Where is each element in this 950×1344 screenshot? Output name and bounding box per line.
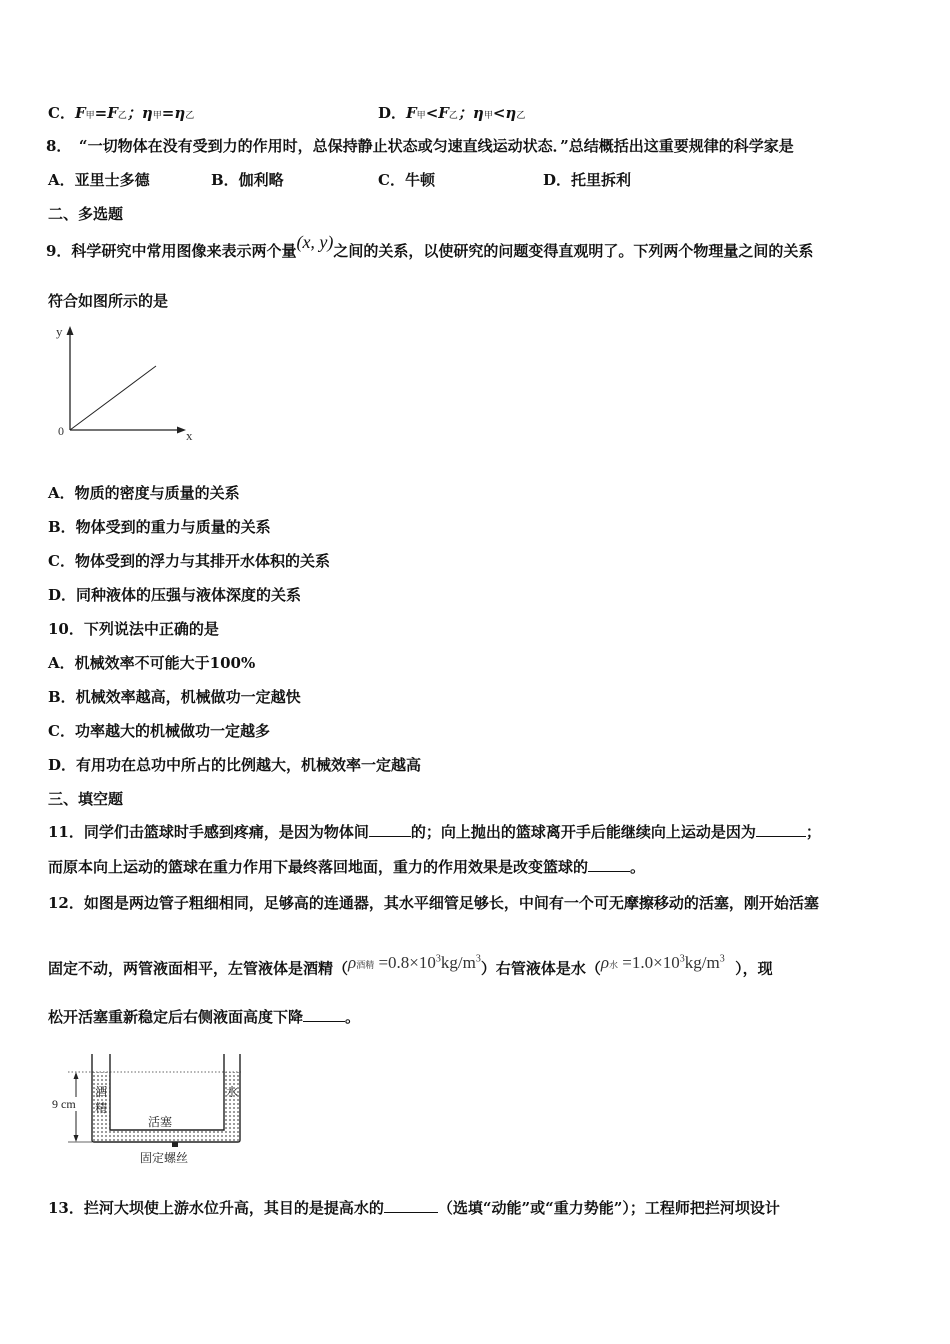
q8-stem: 8． “一切物体在没有受到力的作用时，总保持静止状态或匀速直线运动状态．”总结概括出这重要规律的科学家是 [46,137,794,155]
q12-screw-label: 固定螺丝 [140,1151,189,1165]
q9-math-xy: (x, y) [296,232,334,252]
q12-line2: 固定不动，两管液面相平，左管液体是酒精（ρ酒精 $=0.8\times 10^3kg/m^3$）右管液体是水（ρ水 $=1.0\times 10^3kg/m^3$ ），现 [48,952,773,978]
q12-dimension-arrow-bottom [74,1135,79,1142]
q12-density-alcohol: ρ酒精 $=0.8\times 10^3kg/m^3$ [348,952,481,972]
q10-stem: 10．下列说法中正确的是 [48,620,219,638]
section-heading-multi-choice: 二、多选题 [48,205,124,223]
q9-graph-x-label: x [186,428,193,443]
q8-option-c: C．牛顿 [378,171,435,189]
q12-density-water: ρ水 $=1.0\times 10^3kg/m^3$ [600,952,725,972]
q9-graph-origin-label: 0 [58,424,64,438]
q12-piston-label: 活塞 [148,1115,173,1129]
q12-liquid-fill [92,1072,240,1142]
q11-blank-2[interactable] [756,822,806,837]
q8-option-a: A．亚里士多德 [48,171,150,189]
q9-option-b: B．物体受到的重力与质量的关系 [48,518,271,536]
q12-blank[interactable] [303,1007,345,1022]
q9-stem: 9．科学研究中常用图像来表示两个量(x, y)之间的关系，以使研究的问题变得直观明了。下列两个物理量之间的关系 [46,232,814,260]
q9-graph-line [70,366,156,430]
q11-blank-1[interactable] [369,822,411,837]
q9-graph-y-label: y [56,324,63,339]
q12-right-liquid-label: 水 [226,1085,239,1099]
q9-linear-graph [50,322,200,446]
q9-stem-line2: 符合如图所示的是 [48,292,169,310]
q11-line2: 而原本向上运动的篮球在重力作用下最终落回地面，重力的作用效果是改变篮球的 。 [48,858,646,876]
q7-option-d: D．F甲<F乙；η甲<η乙 [378,104,526,122]
q9-option-a: A．物质的密度与质量的关系 [48,484,240,502]
q8-option-b: B．伽利略 [211,171,284,189]
section-heading-fill-in: 三、填空题 [48,790,124,808]
q8-option-d: D．托里拆利 [543,171,632,189]
q8-options-row [48,170,632,190]
q12-left-liquid-label-1: 酒 [95,1085,108,1099]
q10-option-a: A．机械效率不可能大于100% [48,654,256,672]
q9-graph-y-arrow [67,326,74,335]
q12-dimension-arrow-top [74,1072,79,1079]
q9-option-d: D．同种液体的压强与液体深度的关系 [48,586,302,604]
q9-graph-x-arrow [177,427,186,434]
q12-line3: 松开活塞重新稳定后右侧液面高度下降 。 [48,1008,361,1026]
q13-line: 13．拦河大坝使上游水位升高，其目的是提高水的 （选填“动能”或“重力势能”）；工程师把拦河坝设计 [48,1199,780,1217]
q12-line1: 12．如图是两边管子粗细相同，足够高的连通器，其水平细管足够长，中间有一个可无摩擦移动的活塞，刚开始活塞 [48,894,819,912]
q12-connected-vessel-figure [48,1050,248,1170]
q11-line1: 11．同学们击篮球时手感到疼痛，是因为物体间 的；向上抛出的篮球离开手后能继续向上运动是因为 ； [48,823,821,841]
q7-options-row [48,103,526,126]
q7-option-c: C．F甲=F乙；η甲=η乙 [48,104,195,122]
q12-fixing-screw [172,1142,178,1147]
q12-height-label: 9 cm [52,1097,76,1111]
q9-option-c: C．物体受到的浮力与其排开水体积的关系 [48,552,330,570]
q10-option-b: B．机械效率越高，机械做功一定越快 [48,688,301,706]
q10-option-c: C．功率越大的机械做功一定越多 [48,722,270,740]
q11-blank-3[interactable] [588,857,630,872]
q10-option-d: D．有用功在总功中所占的比例越大，机械效率一定越高 [48,756,422,774]
q13-blank[interactable] [384,1198,438,1213]
q12-left-liquid-label-2: 精 [95,1101,108,1115]
